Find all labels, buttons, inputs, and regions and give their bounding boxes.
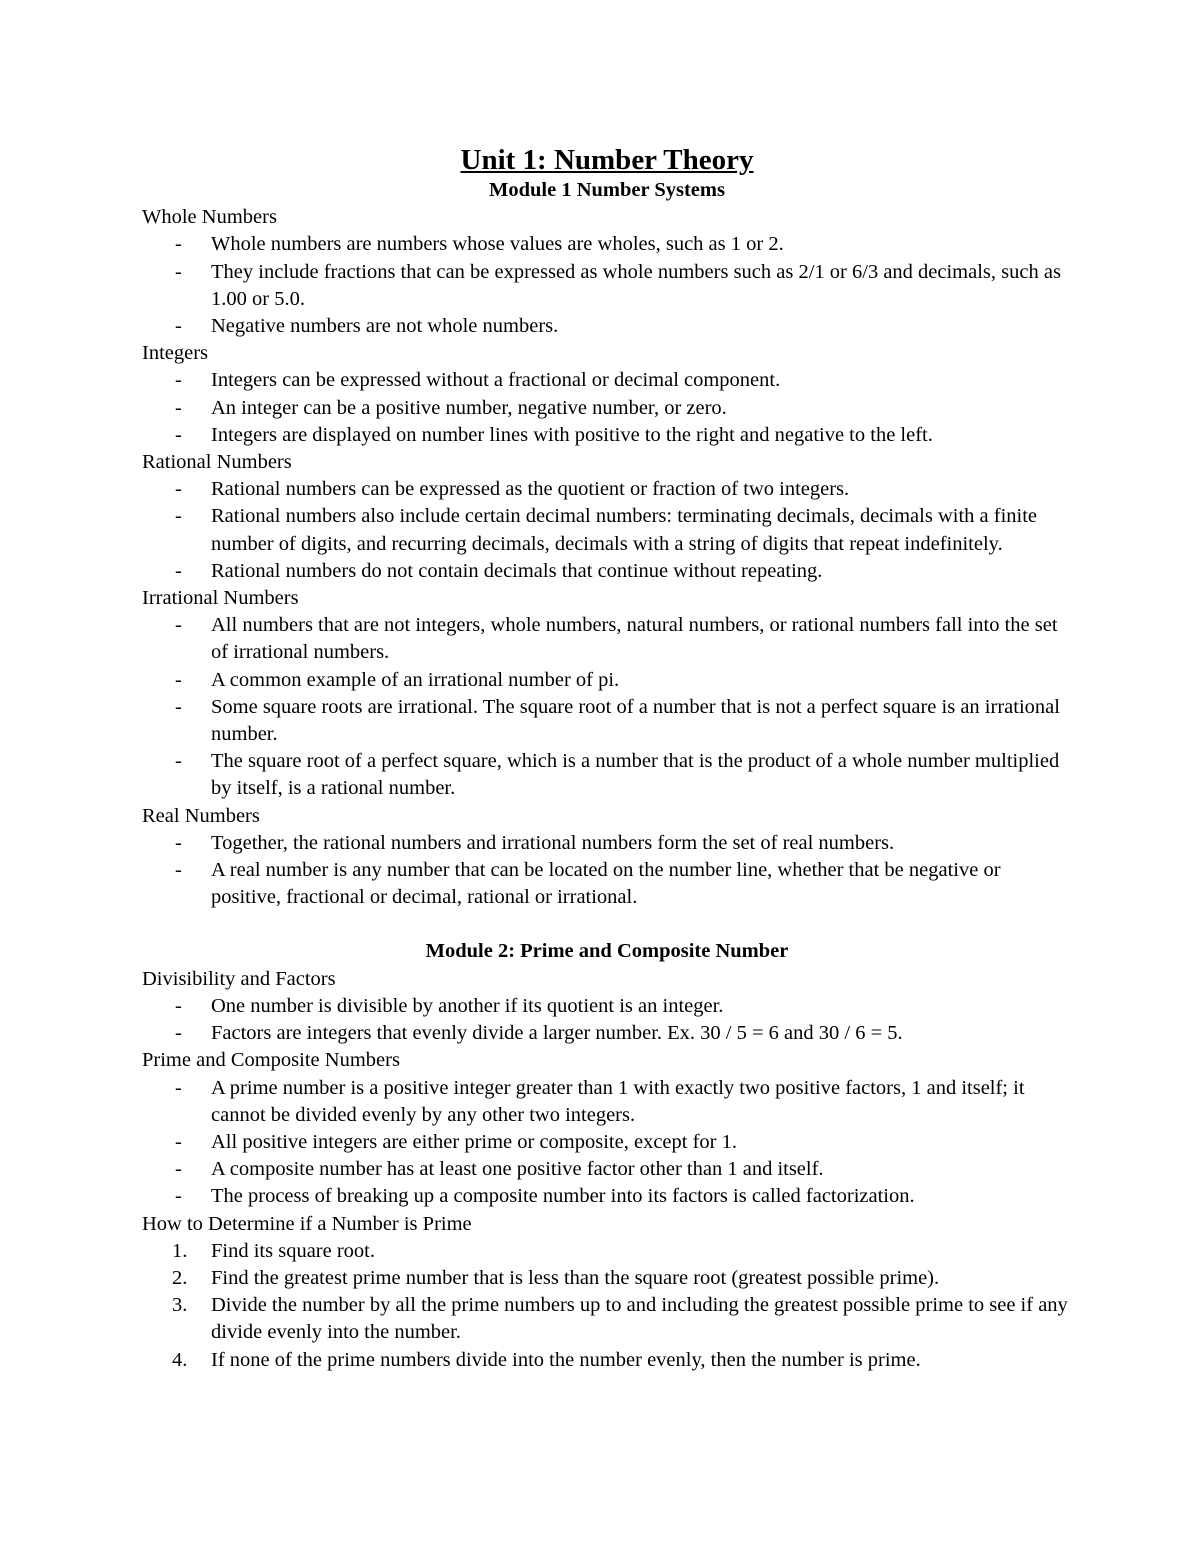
list-item [142,395,1072,422]
bullet-marker: - [175,315,182,338]
bullet-marker: - [175,505,182,528]
list-item-text: Divide the number by all the prime numbers up to and including the greatest possible prime to see if any divide evenly into the number. [211,1294,1068,1344]
document-body [142,143,1072,1374]
list-item-text: All numbers that are not integers, whole numbers, natural numbers, or rational numbers fall into the set of irrational numbers. [211,614,1058,664]
bullet-marker: - [175,1158,182,1181]
list-item-text: Integers are displayed on number lines with positive to the right and negative to the left. [211,423,933,446]
section-heading-integers: Integers [142,342,209,365]
bullet-list-divisibility-and-factors [142,993,1072,1047]
bullet-marker: - [175,831,182,854]
bullet-marker: - [175,1185,182,1208]
section-heading-how-to-determine-prime: How to Determine if a Number is Prime [142,1212,472,1235]
section-heading-irrational-numbers: Irrational Numbers [142,587,299,610]
list-item-text: The process of breaking up a composite number into its factors is called factorization. [211,1185,915,1208]
list-item [142,612,1072,666]
step-number: 2. [172,1266,188,1289]
bullet-marker: - [175,233,182,256]
bullet-marker: - [175,750,182,773]
list-item-text: All positive integers are either prime or composite, except for 1. [211,1130,737,1153]
list-item [142,1238,1072,1265]
list-item [142,1183,1072,1210]
bullet-list-prime-and-composite-numbers [142,1075,1072,1211]
list-item-text: A prime number is a positive integer greater than 1 with exactly two positive factors, 1 and itself; it cannot be divided evenly by any other two integers. [211,1076,1025,1126]
list-item [142,1129,1072,1156]
list-item-text: They include fractions that can be expressed as whole numbers such as 2/1 or 6/3 and decimals, such as 1.00 or 5.0. [211,260,1061,310]
list-item-text: Whole numbers are numbers whose values are wholes, such as 1 or 2. [211,233,784,256]
list-item [142,993,1072,1020]
list-item-text: If none of the prime numbers divide into the number evenly, then the number is prime. [211,1348,921,1371]
list-item [142,503,1072,557]
bullet-marker: - [175,695,182,718]
step-number: 3. [172,1294,188,1317]
bullet-marker: - [175,668,182,691]
section-heading-prime-and-composite-numbers: Prime and Composite Numbers [142,1049,400,1072]
list-item [142,231,1072,258]
list-item [142,1347,1072,1374]
bullet-list-irrational-numbers [142,612,1072,802]
list-item-text: Find its square root. [211,1239,375,1262]
numbered-list-prime-steps [142,1238,1072,1374]
list-item [142,1292,1072,1346]
list-item [142,667,1072,694]
list-item [142,476,1072,503]
bullet-list-rational-numbers [142,476,1072,585]
list-item-text: Rational numbers do not contain decimals that continue without repeating. [211,559,823,582]
list-item-text: Integers can be expressed without a fractional or decimal component. [211,369,781,392]
list-item [142,1020,1072,1047]
bullet-list-integers [142,367,1072,449]
bullet-marker: - [175,859,182,882]
list-item-text: Rational numbers can be expressed as the quotient or fraction of two integers. [211,478,850,501]
list-item [142,1075,1072,1129]
bullet-marker: - [175,423,182,446]
bullet-marker: - [175,1022,182,1045]
list-item [142,558,1072,585]
list-item-text: Negative numbers are not whole numbers. [211,315,559,338]
list-item-text: One number is divisible by another if its quotient is an integer. [211,994,724,1017]
section-heading-divisibility-and-factors: Divisibility and Factors [142,967,336,990]
page-title: Unit 1: Number Theory [460,144,754,176]
bullet-marker: - [175,559,182,582]
list-item-text: A real number is any number that can be located on the number line, whether that be negative or positive, fractional or decimal, rational or irrational. [211,859,1001,909]
list-item-text: The square root of a perfect square, which is a number that is the product of a whole number multiplied by itself, is a rational number. [211,750,1060,800]
bullet-marker: - [175,369,182,392]
list-item [142,857,1072,911]
bullet-list-real-numbers [142,830,1072,912]
module-2-title: Module 2: Prime and Composite Number [425,940,789,963]
list-item [142,367,1072,394]
bullet-marker: - [175,994,182,1017]
list-item-text: A common example of an irrational number of pi. [211,668,620,691]
list-item-text: Find the greatest prime number that is less than the square root (greatest possible prime). [211,1266,940,1289]
list-item [142,1156,1072,1183]
list-item [142,830,1072,857]
list-item-text: Together, the rational numbers and irrational numbers form the set of real numbers. [211,831,895,854]
step-number: 4. [172,1348,188,1371]
list-item-text: Rational numbers also include certain decimal numbers: terminating decimals, decimals with a finite number of digits, and recurring decimals, decimals with a string of digits that repeat indefinitely. [211,505,1038,555]
list-item [142,259,1072,313]
bullet-marker: - [175,1130,182,1153]
bullet-marker: - [175,614,182,637]
list-item-text: Some square roots are irrational. The square root of a number that is not a perfect square is an irrational number. [211,695,1060,746]
section-heading-rational-numbers: Rational Numbers [142,451,292,474]
module-1-title: Module 1 Number Systems [489,179,725,201]
bullet-marker: - [175,1076,182,1099]
list-item [142,694,1072,748]
section-heading-real-numbers: Real Numbers [142,804,260,827]
bullet-marker: - [175,478,182,501]
section-heading-whole-numbers: Whole Numbers [142,206,277,229]
list-item-text: An integer can be a positive number, negative number, or zero. [211,396,727,419]
list-item [142,748,1072,802]
list-item [142,1265,1072,1292]
bullet-marker: - [175,396,182,419]
list-item-text: Factors are integers that evenly divide a larger number. Ex. 30 / 5 = 6 and 30 / 6 = 5. [211,1022,903,1045]
bullet-list-whole-numbers [142,231,1072,340]
step-number: 1. [172,1239,188,1262]
bullet-marker: - [175,260,182,283]
list-item [142,422,1072,449]
list-item-text: A composite number has at least one positive factor other than 1 and itself. [211,1158,824,1181]
list-item [142,313,1072,340]
